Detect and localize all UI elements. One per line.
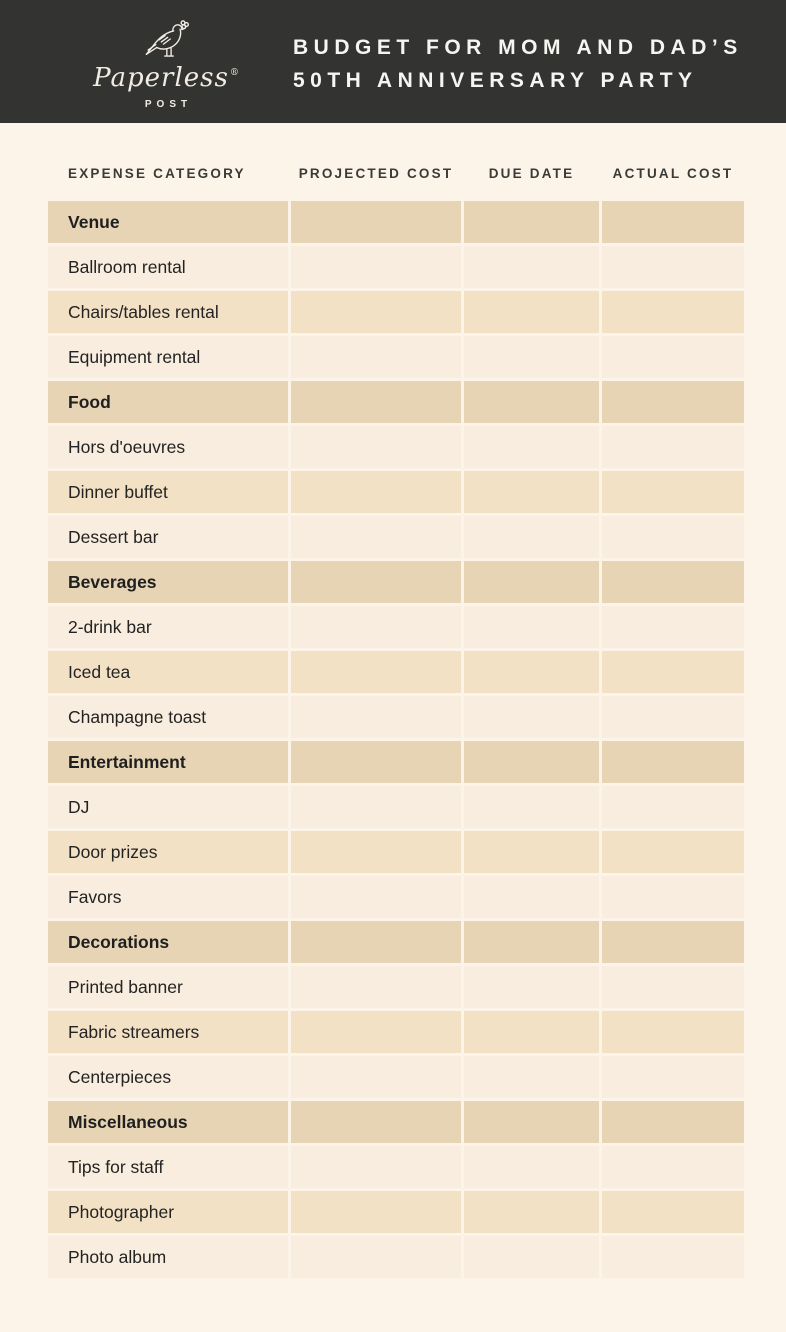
expense-category-cell: Dessert bar [48,516,288,558]
expense-category-cell: Venue [48,201,288,243]
actual-cost-cell [602,516,744,558]
brand-post-word: POST [144,99,193,110]
actual-cost-cell [602,606,744,648]
actual-cost-cell [602,1011,744,1053]
expense-category-cell: Printed banner [48,966,288,1008]
expense-category-cell: Decorations [48,921,288,963]
projected-cost-cell [291,741,461,783]
due-date-cell [464,426,599,468]
projected-cost-cell [291,696,461,738]
actual-cost-cell [602,876,744,918]
actual-cost-cell [602,201,744,243]
projected-cost-cell [291,426,461,468]
expense-category-cell: Dinner buffet [48,471,288,513]
actual-cost-cell [602,1101,744,1143]
projected-cost-cell [291,561,461,603]
projected-cost-cell [291,1146,461,1188]
column-headers [48,166,744,181]
expense-category-cell: Fabric streamers [48,1011,288,1053]
due-date-cell [464,966,599,1008]
due-date-cell [464,786,599,828]
due-date-cell [464,561,599,603]
projected-cost-cell [291,1236,461,1278]
actual-cost-cell [602,561,744,603]
actual-cost-cell [602,1146,744,1188]
expense-category-cell: Food [48,381,288,423]
actual-cost-cell [602,786,744,828]
expense-category-cell: Photographer [48,1191,288,1233]
due-date-cell [464,876,599,918]
expense-category-cell: Champagne toast [48,696,288,738]
projected-cost-cell [291,1191,461,1233]
expense-category-cell: Hors d'oeuvres [48,426,288,468]
projected-cost-cell [291,786,461,828]
due-date-cell [464,201,599,243]
due-date-cell [464,381,599,423]
due-date-cell [464,606,599,648]
projected-cost-cell [291,966,461,1008]
projected-cost-cell [291,1056,461,1098]
actual-cost-cell [602,336,744,378]
projected-cost-cell [291,1101,461,1143]
projected-cost-cell [291,246,461,288]
due-date-cell [464,1146,599,1188]
due-date-cell [464,831,599,873]
expense-category-cell: Iced tea [48,651,288,693]
projected-cost-cell [291,831,461,873]
budget-table-section [48,166,744,1278]
actual-cost-cell [602,246,744,288]
projected-cost-cell [291,471,461,513]
expense-category-cell: Entertainment [48,741,288,783]
due-date-cell [464,1191,599,1233]
due-date-cell [464,921,599,963]
due-date-cell [464,741,599,783]
actual-cost-cell [602,831,744,873]
column-header-due-date: DUE DATE [488,166,575,181]
column-header-actual-cost: ACTUAL COST [612,166,734,181]
projected-cost-cell [291,1011,461,1053]
title-line-2: 50TH ANNIVERSARY PARTY [293,69,698,92]
expense-category-cell: Beverages [48,561,288,603]
actual-cost-cell [602,381,744,423]
projected-cost-cell [291,201,461,243]
projected-cost-cell [291,291,461,333]
due-date-cell [464,471,599,513]
projected-cost-cell [291,381,461,423]
expense-category-cell: Equipment rental [48,336,288,378]
due-date-cell [464,651,599,693]
actual-cost-cell [602,426,744,468]
actual-cost-cell [602,1236,744,1278]
due-date-cell [464,516,599,558]
expense-category-cell: Door prizes [48,831,288,873]
due-date-cell [464,246,599,288]
projected-cost-cell [291,921,461,963]
paperless-post-logo [93,16,240,110]
due-date-cell [464,336,599,378]
actual-cost-cell [602,741,744,783]
actual-cost-cell [602,291,744,333]
expense-category-cell: Ballroom rental [48,246,288,288]
projected-cost-cell [291,651,461,693]
expense-category-cell: DJ [48,786,288,828]
actual-cost-cell [602,471,744,513]
expense-category-cell: Chairs/tables rental [48,291,288,333]
expense-category-cell: Tips for staff [48,1146,288,1188]
expense-category-cell: Photo album [48,1236,288,1278]
due-date-cell [464,1056,599,1098]
brand-header [0,0,786,123]
due-date-cell [464,291,599,333]
due-date-cell [464,1101,599,1143]
projected-cost-cell [291,516,461,558]
column-header-expense-category: EXPENSE CATEGORY [68,166,246,181]
actual-cost-cell [602,921,744,963]
projected-cost-cell [291,336,461,378]
expense-category-cell: 2-drink bar [48,606,288,648]
actual-cost-cell [602,1056,744,1098]
due-date-cell [464,696,599,738]
expense-category-cell: Centerpieces [48,1056,288,1098]
expense-category-cell: Favors [48,876,288,918]
actual-cost-cell [602,1191,744,1233]
registered-mark: ® [229,68,240,78]
brand-script-name: Paperless® [93,63,240,93]
actual-cost-cell [602,651,744,693]
due-date-cell [464,1236,599,1278]
actual-cost-cell [602,966,744,1008]
actual-cost-cell [602,696,744,738]
page-title [293,31,743,97]
budget-table [48,201,744,1278]
due-date-cell [464,1011,599,1053]
column-header-projected-cost: PROJECTED COST [298,166,454,181]
pigeon-with-flower-icon [140,16,192,62]
expense-category-cell: Miscellaneous [48,1101,288,1143]
title-line-1: BUDGET FOR MOM AND DAD’S [293,36,743,59]
projected-cost-cell [291,876,461,918]
projected-cost-cell [291,606,461,648]
